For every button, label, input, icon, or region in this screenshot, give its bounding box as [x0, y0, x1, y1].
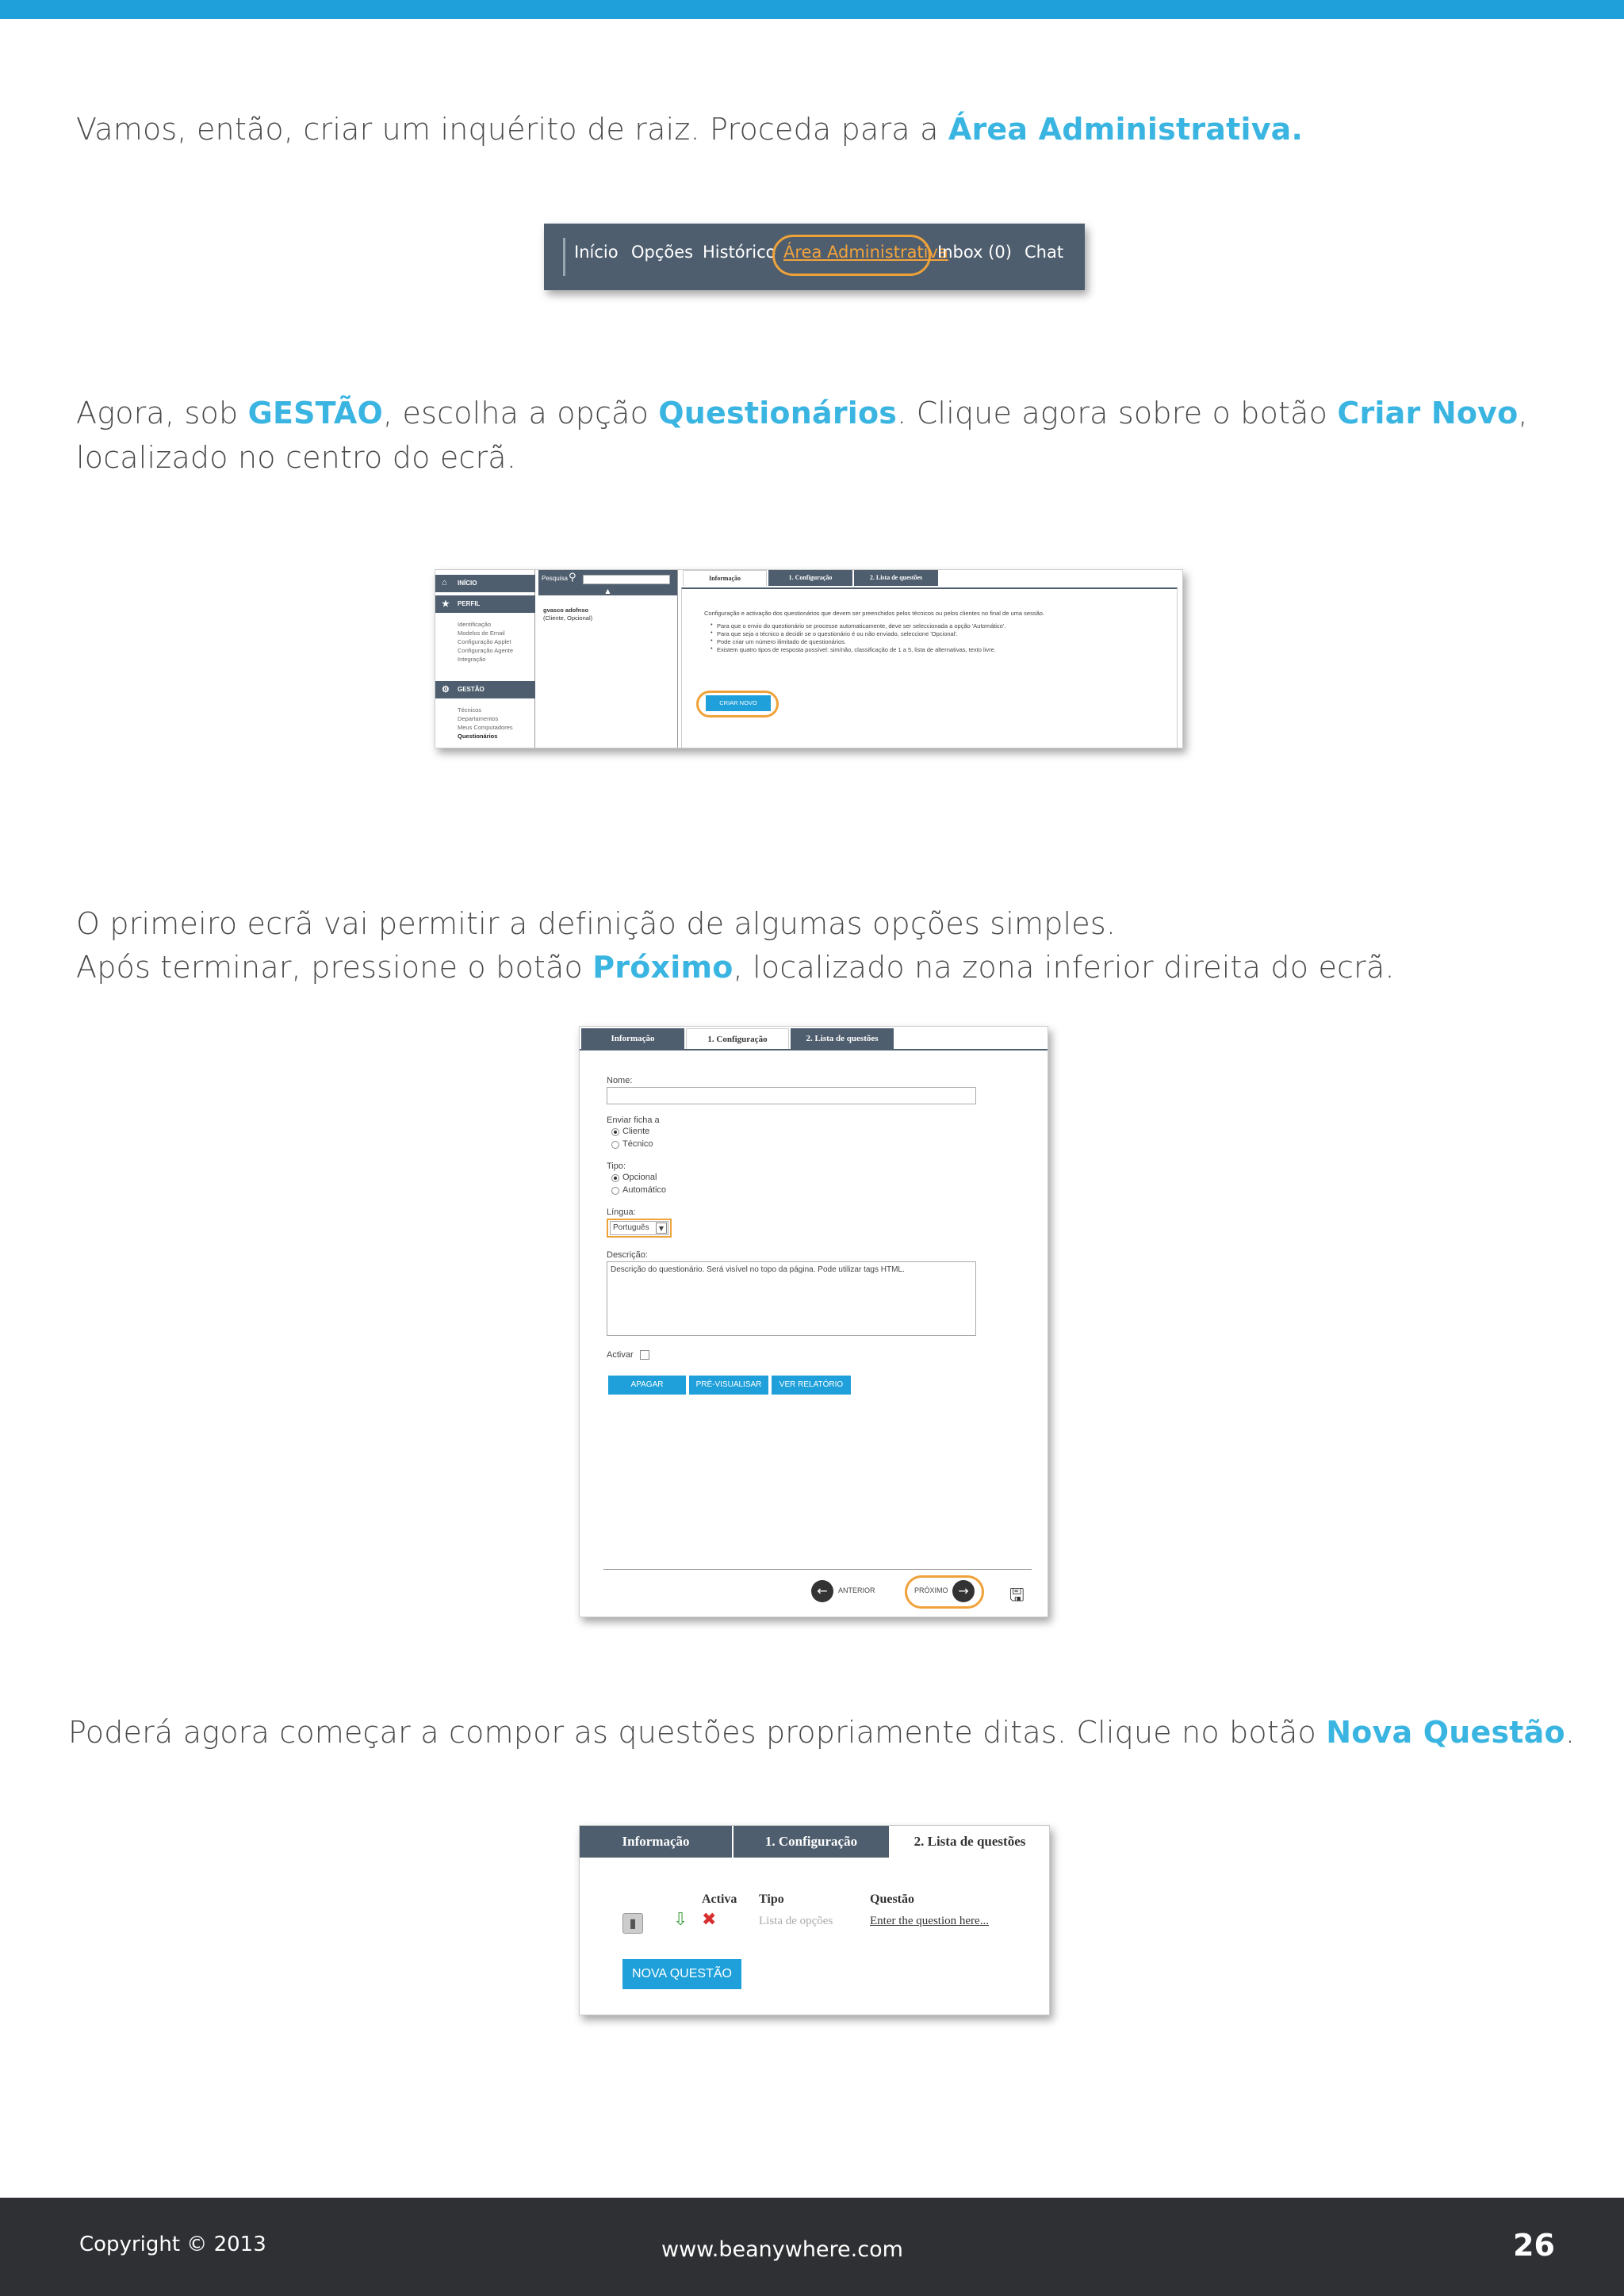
tipo-label: Tipo:: [607, 1161, 626, 1171]
apagar-button[interactable]: APAGAR: [608, 1376, 686, 1395]
paragraph-2-line-2: localizado no centro do ecrã.: [76, 440, 517, 475]
highlight-nova-questao: Nova Questão: [1326, 1715, 1565, 1750]
info-bullet: Existem quatro tipos de resposta possível: sim/não, classificação de 1 a 5, lista de alternativas, texto livre.: [717, 646, 996, 653]
admin-list-panel: [538, 570, 678, 748]
ver-relatorio-button[interactable]: VER RELATÓRIO: [772, 1376, 851, 1395]
info-intro: Configuração e activação dos questionários que devem ser preenchidos pelos técnicos ou pelos clientes no final de uma sessão.: [704, 610, 1045, 617]
tab-configuracao[interactable]: 1. Configuração: [768, 570, 852, 586]
arrow-down-icon[interactable]: ⇩: [673, 1910, 688, 1930]
radio-cliente[interactable]: [611, 1128, 619, 1136]
lingua-value: Português: [613, 1223, 649, 1232]
list-item-name[interactable]: gvasco adofnso: [543, 607, 589, 614]
radio-tecnico[interactable]: [611, 1141, 619, 1149]
tab-informacao[interactable]: Informação: [683, 570, 767, 586]
copyright: Copyright © 2013: [79, 2233, 266, 2256]
admin-area-screenshot: [435, 569, 1183, 748]
home-icon: ⌂: [442, 578, 447, 587]
pre-visualisar-button[interactable]: PRÉ-VISUALISAR: [689, 1376, 768, 1395]
info-bullet: Para que seja o técnico a decidir se o questionário é ou não enviado, seleccione 'Opcional'.: [717, 630, 958, 637]
sidebar-section-inicio[interactable]: [435, 575, 535, 592]
close-icon[interactable]: ✖: [702, 1910, 717, 1930]
nav-item-inicio[interactable]: Início: [574, 243, 619, 262]
highlight-gestao: GESTÃO: [247, 396, 383, 430]
search-label: Pesquisa: [542, 575, 568, 582]
config-screenshot: [579, 1026, 1048, 1617]
paragraph-1: [76, 108, 1303, 151]
activar-label: Activar: [607, 1350, 634, 1360]
nav-item-inbox[interactable]: Inbox (0): [937, 243, 1012, 262]
nav-bar-screenshot: [544, 224, 1085, 290]
chevron-down-icon: ▼: [656, 1223, 667, 1234]
paragraph-text: , localizado na zona inferior direita do ecrã.: [733, 950, 1395, 985]
descricao-label: Descrição:: [607, 1250, 648, 1260]
paragraph-text: ,: [1518, 396, 1528, 430]
column-header-questao: Questão: [870, 1892, 914, 1906]
highlight-proximo: Próximo: [592, 950, 733, 985]
nav-item-opcoes[interactable]: Opções: [631, 243, 694, 262]
question-list-screenshot: [579, 1825, 1050, 2015]
row-tipo: Lista de opções: [759, 1915, 833, 1927]
highlight-area-administrativa: Área Administrativa.: [948, 112, 1304, 147]
admin-content: [681, 570, 1183, 748]
tab-lista-questoes[interactable]: 2. Lista de questões: [791, 1028, 894, 1049]
paragraph-3-line-1: O primeiro ecrã vai permitir a definição de algumas opções simples.: [76, 906, 1116, 941]
lingua-label: Língua:: [607, 1207, 636, 1217]
nome-input[interactable]: [607, 1087, 976, 1104]
save-icon[interactable]: 🖫: [1009, 1586, 1025, 1605]
paragraph-text: , escolha a opção: [382, 396, 659, 430]
paragraph-3-line-2: [76, 946, 1395, 989]
bullet-dot: •: [710, 645, 713, 652]
radio-tecnico-label: Técnico: [622, 1139, 653, 1149]
tab-configuracao[interactable]: 1. Configuração: [686, 1028, 789, 1049]
paragraph-text: Vamos, então, criar um inquérito de raiz. Proceda para a: [76, 112, 948, 147]
search-icon[interactable]: ⚲: [569, 572, 576, 584]
admin-info-body: [681, 587, 1178, 748]
nova-questao-button[interactable]: NOVA QUESTÃO: [622, 1959, 741, 1989]
tab-informacao[interactable]: Informação: [581, 1028, 684, 1049]
admin-sidebar: [435, 570, 535, 748]
arrow-right-icon[interactable]: →: [952, 1580, 975, 1602]
list-scroll-up[interactable]: ▲: [538, 587, 677, 595]
sidebar-link-meus-computadores[interactable]: Meus Computadores: [458, 724, 513, 731]
enviar-label: Enviar ficha a: [607, 1115, 660, 1125]
tab-configuracao[interactable]: 1. Configuração: [733, 1826, 889, 1858]
sidebar-section-label: GESTÃO: [458, 686, 485, 693]
sidebar-section-perfil[interactable]: [435, 595, 535, 613]
sidebar-link-departamentos[interactable]: Departamentos: [458, 715, 499, 722]
radio-opcional-label: Opcional: [622, 1173, 657, 1182]
proximo-label[interactable]: PRÓXIMO: [914, 1586, 948, 1594]
sidebar-link-tecnicos[interactable]: Técnicos: [458, 706, 482, 714]
info-bullet: Para que o envio do questionário se processe automaticamente, deve ser seleccionada a opção 'Automático'.: [717, 622, 1006, 629]
nav-item-area-administrativa[interactable]: Área Administrativa: [783, 243, 948, 262]
tab-lista-questoes[interactable]: 2. Lista de questões: [891, 1826, 1049, 1858]
paragraph-4: [68, 1711, 1575, 1754]
paragraph-text: Após terminar, pressione o botão: [76, 950, 593, 985]
page-footer: [0, 2198, 1624, 2296]
radio-automatico[interactable]: [611, 1187, 619, 1195]
row-questao-link[interactable]: Enter the question here...: [870, 1915, 989, 1927]
paragraph-text: .: [1565, 1715, 1576, 1750]
nome-label: Nome:: [607, 1076, 633, 1085]
descricao-value: Descrição do questionário. Será visível no topo da página. Pode utilizar tags HTML.: [611, 1265, 905, 1274]
arrow-left-icon[interactable]: ←: [811, 1580, 833, 1602]
bullet-dot: •: [710, 637, 713, 644]
footer-divider: [603, 1569, 1032, 1570]
paragraph-2: [76, 392, 1528, 434]
bullet-dot: •: [710, 621, 713, 628]
sidebar-link-modelos-email[interactable]: Modelos de Email: [458, 629, 505, 637]
search-input[interactable]: [583, 575, 670, 584]
nav-item-chat[interactable]: Chat: [1025, 243, 1064, 262]
sidebar-link-identificacao[interactable]: Identificação: [458, 621, 492, 628]
paragraph-text: Agora, sob: [76, 396, 248, 430]
list-item-sub: (Cliente, Opcional): [543, 614, 593, 622]
paragraph-text: . Clique agora sobre o botão: [897, 396, 1338, 430]
column-header-tipo: Tipo: [759, 1892, 784, 1906]
descricao-textarea[interactable]: [607, 1261, 976, 1336]
tab-informacao[interactable]: Informação: [580, 1826, 732, 1858]
nav-item-historico[interactable]: Histórico: [703, 243, 776, 262]
radio-automatico-label: Automático: [622, 1185, 667, 1195]
sidebar-link-config-agente[interactable]: Configuração Agente: [458, 647, 514, 654]
trash-icon[interactable]: ▮: [622, 1913, 643, 1934]
sidebar-section-label: INÍCIO: [458, 580, 477, 587]
highlight-criar-novo: Criar Novo: [1337, 396, 1519, 430]
bullet-dot: •: [710, 629, 713, 636]
highlight-questionarios: Questionários: [658, 396, 898, 430]
sidebar-section-label: PERFIL: [458, 600, 481, 607]
sidebar-link-config-applet[interactable]: Configuração Applet: [458, 638, 511, 645]
anterior-label[interactable]: ANTERIOR: [838, 1586, 875, 1594]
footer-url: www.beanywhere.com: [661, 2237, 903, 2262]
gear-icon: ⚙: [442, 685, 450, 695]
sidebar-link-questionarios[interactable]: Questionários: [458, 733, 498, 740]
tab-underline: [580, 1049, 1048, 1050]
radio-cliente-label: Cliente: [622, 1127, 650, 1136]
radio-opcional[interactable]: [611, 1174, 619, 1182]
star-icon: ★: [442, 599, 450, 609]
activar-checkbox[interactable]: [640, 1350, 649, 1360]
criar-novo-button[interactable]: CRIAR NOVO: [706, 695, 771, 711]
page-number: 26: [1513, 2228, 1555, 2263]
top-accent-bar: [0, 0, 1624, 19]
nav-separator: [563, 238, 565, 276]
lingua-select[interactable]: [610, 1221, 668, 1235]
paragraph-text: Poderá agora começar a compor as questões propriamente ditas. Clique no botão: [68, 1715, 1327, 1750]
sidebar-link-integracao[interactable]: Integração: [458, 656, 486, 663]
column-header-activa: Activa: [702, 1892, 737, 1906]
sidebar-section-gestao[interactable]: [435, 681, 535, 698]
tab-lista-questoes[interactable]: 2. Lista de questões: [854, 570, 938, 586]
info-bullet: Pode criar um número ilimitado de questionários.: [717, 638, 846, 645]
